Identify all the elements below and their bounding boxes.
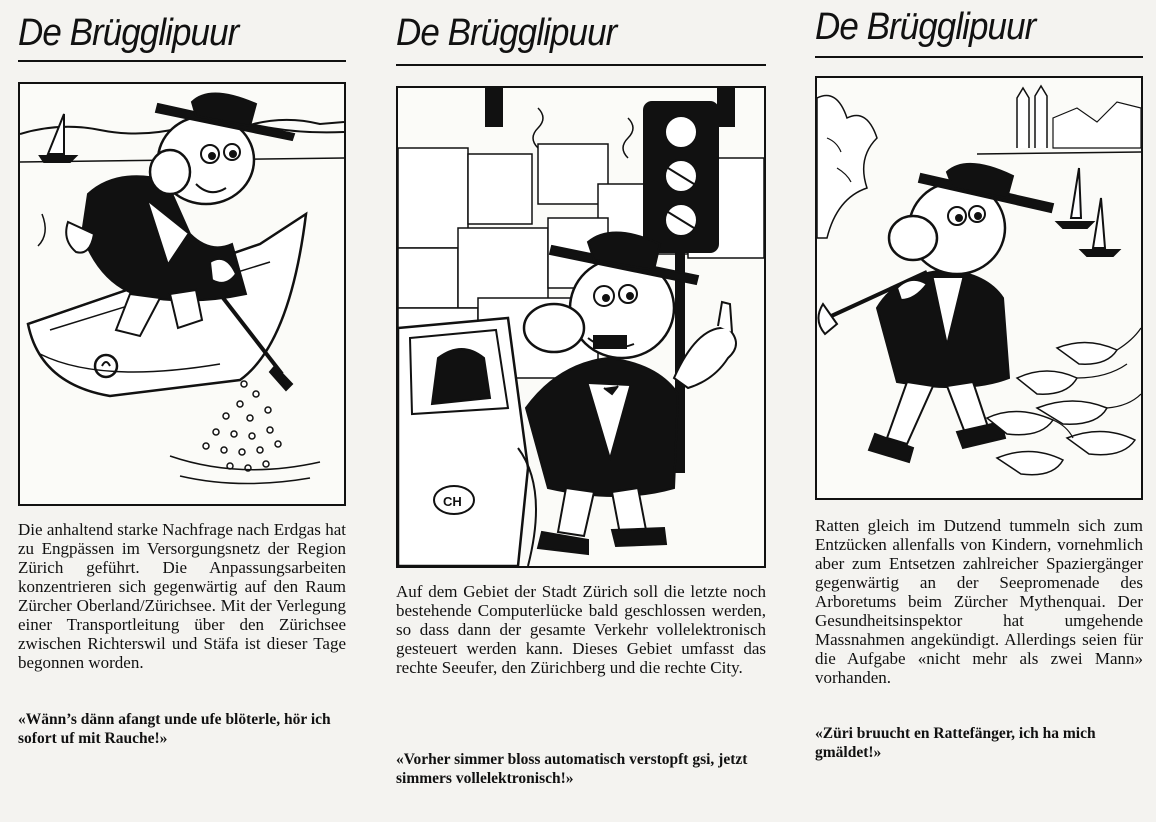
strip-3-quote: «Züri bruucht en Rattefänger, ich ha mich gmäldet!» <box>815 725 1096 761</box>
strip-3-body-text: Ratten gleich im Dutzend tummeln sich zum Entzücken allenfalls von Kindern, vornehmlich aber zum Entsetzen zahlreicher Spaziergänger gegenwärtig an der Seepromenade des Arboretums beim Zürcher Mythenquai. Der Gesundheitsinspektor hat umgehende Massnahmen angekündigt. Allerdings seien für die Aufgabe «nicht mehr als zwei Mann» vorhanden. <box>815 516 1143 687</box>
strip-2-body-text: Auf dem Gebiet der Stadt Zürich soll die letzte noch bestehende Computerlücke bald geschlossen werden, so dass dann der gesamte Verkehr vollelektronisch gesteuert werden kann. Dieses Gebiet umfasst das rechte Seeufer, den Zürichberg und die rechte City. <box>396 582 766 677</box>
strip-1-body-text: Die anhaltend starke Nachfrage nach Erdgas hat zu Engpässen im Versorgungsnetz der Region Zürich geführt. Die Anpassungsarbeiten konzentrieren sich gegenwärtig auf den Raum Zürcher Oberland/Zürichsee. Mit der Verlegung einer Transportleitung über den Zürichsee zwischen Richterswil und Stäfa ist dieser Tage begonnen worden. <box>18 520 346 672</box>
car-plate-ch: CH <box>443 494 462 509</box>
traffic-light-cartoon <box>398 88 764 566</box>
strip-1-title-rule <box>18 60 346 62</box>
strip-2-title-rule <box>396 64 766 66</box>
strip-2-cartoon-panel <box>396 86 766 568</box>
rowboat-cartoon <box>20 84 344 504</box>
strip-2-title: De Brügglipuur <box>396 12 617 54</box>
strip-3-title: De Brügglipuur <box>815 6 1036 48</box>
strip-1-cartoon-panel <box>18 82 346 506</box>
strip-3-title-rule <box>815 56 1143 58</box>
strip-2-quote: «Vorher simmer bloss automatisch verstopft gsi, jetzt simmers vollelektronisch!» <box>396 751 748 787</box>
rat-catcher-cartoon <box>817 78 1141 498</box>
strip-3-cartoon-panel <box>815 76 1143 500</box>
strip-1-quote: «Wänn’s dänn afangt unde ufe blöterle, hör ich sofort uf mit Rauche!» <box>18 711 331 747</box>
strip-1-title: De Brügglipuur <box>18 12 239 54</box>
